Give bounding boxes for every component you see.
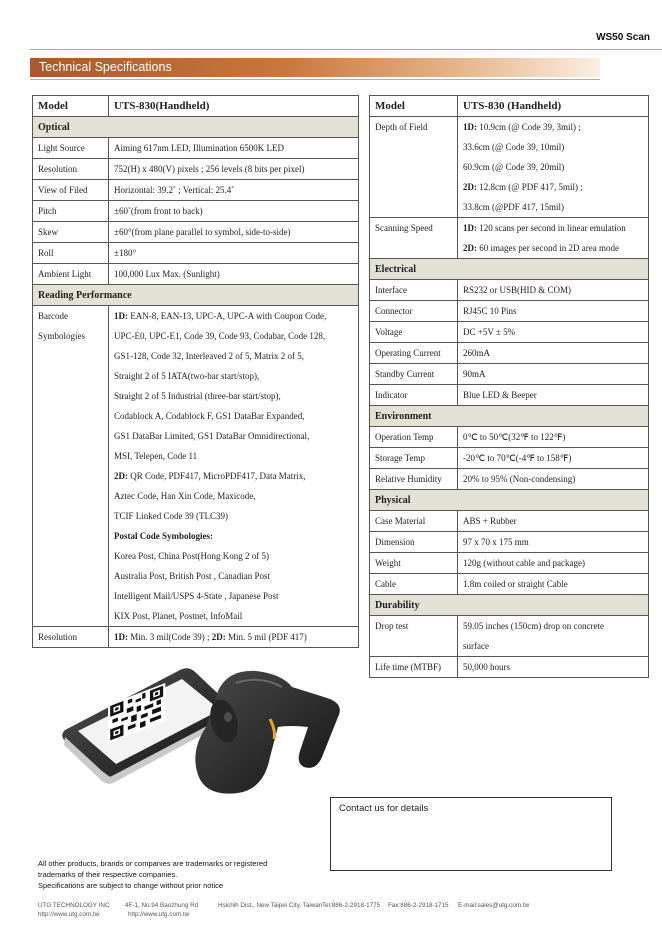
section-physical (370, 490, 649, 511)
table-header-row (33, 96, 359, 117)
symbology-line: Straight 2 of 5 IATA(two-bar start/stop), (114, 371, 260, 381)
section-title: Reading Performance (33, 285, 359, 306)
spec-label: Cable (370, 574, 458, 595)
drop-line: surface (463, 641, 489, 651)
footer-address: Hsichih Dist., New Taipei City, Taiwan (218, 902, 323, 909)
header-value: UTS-830(Handheld) (109, 96, 359, 117)
footer-tel: Tel:886-2-2918-1775 (322, 902, 381, 909)
header-label: Model (370, 96, 458, 117)
symbology-line: 1D: EAN-8, EAN-13, UPC-A, UPC-A with Coupon Code, (114, 311, 327, 321)
section-reading-performance (33, 285, 359, 306)
depth-line: 33.6cm (@ Code 39, 10mil) (463, 142, 565, 152)
document-model-name: WS50 Scan (596, 32, 650, 43)
spec-label-text: Depth of Field (375, 122, 428, 132)
spec-label (33, 306, 109, 627)
spec-row (370, 322, 649, 343)
spec-label: Indicator (370, 385, 458, 406)
footer-email[interactable]: E-mail:sales@utg.com.tw (458, 902, 530, 909)
spec-row (370, 343, 649, 364)
symbology-line: GS1 DataBar Limited, GS1 DataBar Omnidirectional, (114, 431, 310, 441)
footer-address: 4F-1, No.94 Baozhung Rd (125, 902, 199, 909)
spec-label: Weight (370, 553, 458, 574)
contact-label: Contact us for details (339, 803, 429, 814)
right-spec-table (369, 95, 649, 678)
spec-label: Skew (33, 222, 109, 243)
spec-value: ABS + Rubber (458, 511, 649, 532)
header-label: Model (33, 96, 109, 117)
depth-line: 1D: 10.9cm (@ Code 39, 3mil) ; (463, 122, 581, 132)
depth-line: 2D: 12.8cm (@ PDF 417, 5mil) ; (463, 182, 583, 192)
spec-label (370, 616, 458, 657)
symbologies-row (33, 306, 359, 627)
footer-website[interactable]: http://www.utg.com.tw (38, 911, 100, 918)
spec-value: Horizontal: 39.2˚ ; Vertical: 25.4˚ (109, 180, 359, 201)
symbology-line: UPC-E0, UPC-E1, Code 39, Code 93, Codabar, Code 128, (114, 331, 326, 341)
spec-label: Voltage (370, 322, 458, 343)
spec-row (370, 280, 649, 301)
spec-value: RS232 or USB(HID & COM) (458, 280, 649, 301)
spec-label-text: Drop test (375, 621, 409, 631)
depth-line: 60.9cm (@ Code 39, 20mil) (463, 162, 565, 172)
symbology-line: Straight 2 of 5 Industrial (three-bar start/stop), (114, 391, 281, 401)
spec-value: 20% to 95% (Non-condensing) (458, 469, 649, 490)
barcode-scanner (195, 671, 339, 794)
spec-row (370, 511, 649, 532)
spec-label: Resolution (33, 627, 109, 648)
spec-row (370, 469, 649, 490)
header-value: UTS-830 (Handheld) (458, 96, 649, 117)
symbologies-label-line: Symbologies (38, 331, 86, 341)
spec-row (33, 627, 359, 648)
spec-label (370, 218, 458, 259)
spec-value: 752(H) x 480(V) pixels ; 256 levels (8 bits per pixel) (109, 159, 359, 180)
footer-website[interactable]: http://www.utg.com.tw (128, 911, 190, 918)
section-optical (33, 117, 359, 138)
product-image (60, 665, 360, 800)
section-banner (30, 58, 600, 77)
symbology-line: KIX Post, Planet, Postnet, InfoMail (114, 611, 243, 621)
symbology-line: GS1-128, Code 32, Interleaved 2 of 5, Matrix 2 of 5, (114, 351, 304, 361)
spec-label: Operation Temp (370, 427, 458, 448)
symbology-line: Korea Post, China Post(Hong Kong 2 of 5) (114, 551, 269, 561)
drop-line: 59.05 inches (150cm) drop on concrete (463, 621, 604, 631)
spec-value: 50,000 hours (458, 657, 649, 678)
symbology-line: Intelligent Mail/USPS 4-State , Japanese Post (114, 591, 279, 601)
spec-value: 97 x 70 x 175 mm (458, 532, 649, 553)
spec-value: ±60˚(from front to back) (109, 201, 359, 222)
section-title: Physical (370, 490, 649, 511)
spec-label: Pitch (33, 201, 109, 222)
spec-row (33, 138, 359, 159)
spec-row (370, 657, 649, 678)
spec-value: -20℃ to 70℃(-4℉ to 158℉) (458, 448, 649, 469)
disclaimer-line: All other products, brands or companies are trademarks or registered (38, 859, 268, 868)
spec-row (370, 427, 649, 448)
footer-company: UTG TECHNOLOGY INC (38, 902, 110, 909)
spec-label (370, 117, 458, 218)
spec-label: Light Source (33, 138, 109, 159)
section-title: Electrical (370, 259, 649, 280)
spec-value: RJ45C 10 Pins (458, 301, 649, 322)
spec-row (33, 264, 359, 285)
symbology-line: TCIF Linked Code 39 (TLC39) (114, 511, 228, 521)
contact-box (330, 797, 612, 871)
spec-row (370, 532, 649, 553)
spec-label: Resolution (33, 159, 109, 180)
spec-row (33, 180, 359, 201)
speed-line: 1D: 120 scans per second in linear emulation (463, 223, 626, 233)
spec-value: 90mA (458, 364, 649, 385)
disclaimer (38, 858, 267, 891)
symbologies-label-line: Barcode (38, 311, 68, 321)
section-title: Environment (370, 406, 649, 427)
section-electrical (370, 259, 649, 280)
disclaimer-line: trademarks of their respective companies. (38, 870, 178, 879)
spec-value: Blue LED & Beeper (458, 385, 649, 406)
spec-label: Interface (370, 280, 458, 301)
spec-row (33, 201, 359, 222)
spec-label: View of Filed (33, 180, 109, 201)
spec-value (458, 218, 649, 259)
speed-line: 2D: 60 images per second in 2D area mode (463, 243, 619, 253)
banner-title: Technical Specifications (39, 60, 172, 74)
symbologies-list (109, 306, 359, 627)
spec-label: Case Material (370, 511, 458, 532)
spec-value: 100,000 Lux Max. (Sunlight) (109, 264, 359, 285)
symbology-line: MSI, Telepen, Code 11 (114, 451, 198, 461)
spec-label: Roll (33, 243, 109, 264)
spec-value: ±180° (109, 243, 359, 264)
spec-value: 1.8m coiled or straight Cable (458, 574, 649, 595)
disclaimer-line: Specifications are subject to change without prior notice (38, 881, 224, 890)
section-title: Durability (370, 595, 649, 616)
symbology-line: Australia Post, British Post , Canadian Post (114, 571, 271, 581)
depth-of-field-row (370, 117, 649, 218)
drop-test-row (370, 616, 649, 657)
spec-label: Ambient Light (33, 264, 109, 285)
symbology-line: 2D: QR Code, PDF417, MicroPDF417, Data Matrix, (114, 471, 306, 481)
spec-row (370, 385, 649, 406)
spec-value: 0℃ to 50℃(32℉ to 122℉) (458, 427, 649, 448)
spec-label: Operating Current (370, 343, 458, 364)
scanner-and-phone-illustration (60, 665, 360, 800)
spec-row (370, 301, 649, 322)
spec-label: Relative Humidity (370, 469, 458, 490)
spec-value (458, 117, 649, 218)
spec-row (33, 243, 359, 264)
spec-value: Aiming 617nm LED, Illumination 6500K LED (109, 138, 359, 159)
spec-value: DC +5V ± 5% (458, 322, 649, 343)
spec-row (33, 159, 359, 180)
spec-label: Standby Current (370, 364, 458, 385)
depth-line: 33.8cm (@PDF 417, 15mil) (463, 202, 565, 212)
symbology-line: Aztec Code, Han Xin Code, Maxicode, (114, 491, 256, 501)
spec-row (370, 553, 649, 574)
spec-row (370, 364, 649, 385)
banner-underline (30, 79, 600, 80)
symbology-line: Postal Code Symbologies: (114, 531, 213, 541)
spec-row (33, 222, 359, 243)
section-title: Optical (33, 117, 359, 138)
footer-fax: Fax:886-2-2918-1715 (388, 902, 449, 909)
scanning-speed-row (370, 218, 649, 259)
left-spec-table (32, 95, 359, 648)
spec-label: Life time (MTBF) (370, 657, 458, 678)
spec-label: Connector (370, 301, 458, 322)
spec-label: Storage Temp (370, 448, 458, 469)
section-environment (370, 406, 649, 427)
spec-row (370, 574, 649, 595)
section-durability (370, 595, 649, 616)
header-rule (30, 49, 662, 50)
spec-label-text: Scanning Speed (375, 223, 433, 233)
spec-value: 120g (without cable and package) (458, 553, 649, 574)
table-header-row (370, 96, 649, 117)
spec-value: 1D: Min. 3 mil(Code 39) ; 2D: Min. 5 mil (PDF 417) (109, 627, 359, 648)
symbology-line: Codablock A, Codablock F, GS1 DataBar Expanded, (114, 411, 305, 421)
spec-value: ±60°(from plane parallel to symbol, side-to-side) (109, 222, 359, 243)
spec-label: Dimension (370, 532, 458, 553)
spec-value (458, 616, 649, 657)
spec-value: 260mA (458, 343, 649, 364)
spec-row (370, 448, 649, 469)
